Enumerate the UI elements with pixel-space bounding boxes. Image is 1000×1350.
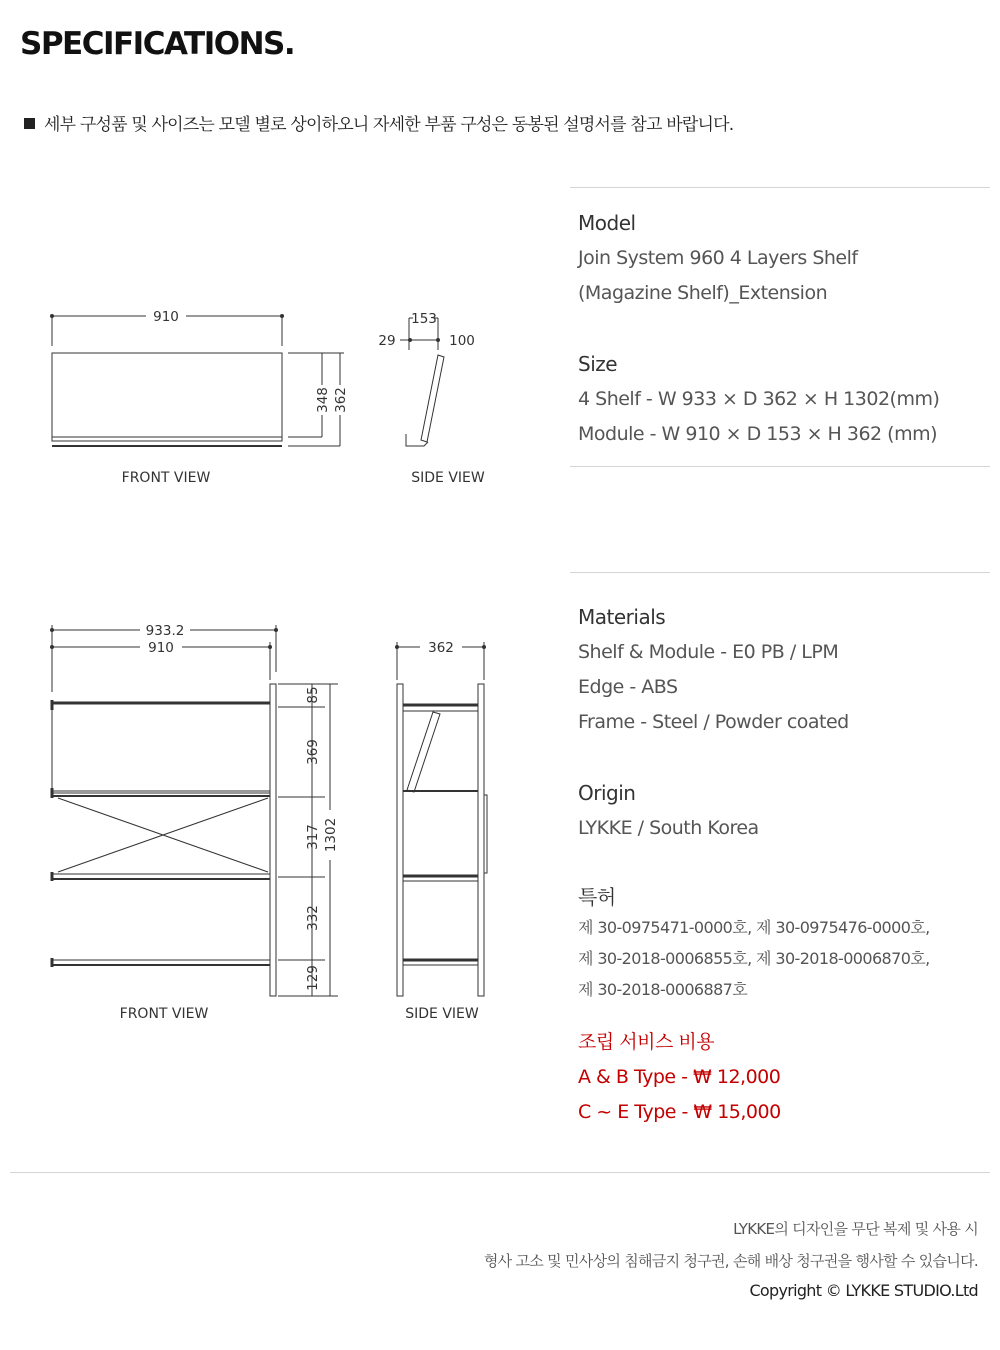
patent-line-1: 제 30-0975471-0000호, 제 30-0975476-0000호, xyxy=(578,918,930,937)
model-line-1: Join System 960 4 Layers Shelf xyxy=(578,247,858,269)
patent-heading: 특허 xyxy=(578,885,616,909)
side-view-label: SIDE VIEW xyxy=(411,470,485,486)
service-heading: 조립 서비스 비용 xyxy=(578,1031,715,1053)
materials-line-2: Edge - ABS xyxy=(578,676,678,698)
dim-total-height: 1302 xyxy=(323,817,339,853)
spec-model-size xyxy=(578,206,998,452)
patent-line-2: 제 30-2018-0006855호, 제 30-2018-0006870호, xyxy=(578,949,930,968)
dim-side-right: 100 xyxy=(449,333,475,349)
materials-heading: Materials xyxy=(578,605,666,629)
origin-heading: Origin xyxy=(578,781,636,805)
divider xyxy=(10,1172,990,1173)
size-heading: Size xyxy=(578,352,618,376)
dim-side-depth: 362 xyxy=(428,640,454,656)
divider xyxy=(570,572,990,573)
footer-warning-2: 형사 고소 및 민사상의 침해금지 청구권, 손해 배상 청구권을 행사할 수 있습니다. xyxy=(483,1252,978,1270)
divider xyxy=(570,187,990,188)
spec-materials xyxy=(578,600,998,1130)
dim-gap-bottom: 129 xyxy=(305,965,321,991)
size-line-1: 4 Shelf - W 933 × D 362 × H 1302(mm) xyxy=(578,388,940,410)
dim-side-top: 153 xyxy=(411,311,437,327)
dim-side-left: 29 xyxy=(378,333,396,349)
service-line-1: A & B Type - ₩ 12,000 xyxy=(578,1066,781,1088)
dim-gap-2: 317 xyxy=(305,824,321,850)
dim-front-height-outer: 362 xyxy=(333,387,349,413)
model-heading: Model xyxy=(578,211,636,235)
divider xyxy=(570,466,990,467)
size-line-2: Module - W 910 × D 153 × H 362 (mm) xyxy=(578,423,938,445)
front-view-label-2: FRONT VIEW xyxy=(119,1006,209,1022)
dim-overall-width: 933.2 xyxy=(145,623,185,639)
model-line-2: (Magazine Shelf)_Extension xyxy=(578,282,828,304)
page-title: SPECIFICATIONS. xyxy=(20,26,295,62)
dim-front-width: 910 xyxy=(153,309,179,325)
materials-line-1: Shelf & Module - E0 PB / LPM xyxy=(578,641,839,663)
origin-line: LYKKE / South Korea xyxy=(578,817,759,839)
dim-gap-1: 369 xyxy=(305,739,321,765)
materials-line-3: Frame - Steel / Powder coated xyxy=(578,711,849,733)
service-line-2: C ~ E Type - ₩ 15,000 xyxy=(578,1101,781,1123)
dim-gap-top: 85 xyxy=(305,686,321,704)
front-view-label: FRONT VIEW xyxy=(121,470,211,486)
notice-text: 세부 구성품 및 사이즈는 모델 별로 상이하오니 자세한 부품 구성은 동봉된 설명서를 참고 바랍니다. xyxy=(44,115,734,135)
footer-copyright: Copyright © LYKKE STUDIO.Ltd xyxy=(749,1281,978,1300)
dim-gap-3: 332 xyxy=(305,905,321,931)
technical-drawings xyxy=(0,0,560,1060)
patent-line-3: 제 30-2018-0006887호 xyxy=(578,980,748,999)
footer-warning-1: LYKKE의 디자인을 무단 복제 및 사용 시 xyxy=(733,1220,978,1238)
dim-module-width: 910 xyxy=(148,640,174,656)
side-view-label-2: SIDE VIEW xyxy=(405,1006,479,1022)
dim-front-height-inner: 348 xyxy=(315,387,331,413)
